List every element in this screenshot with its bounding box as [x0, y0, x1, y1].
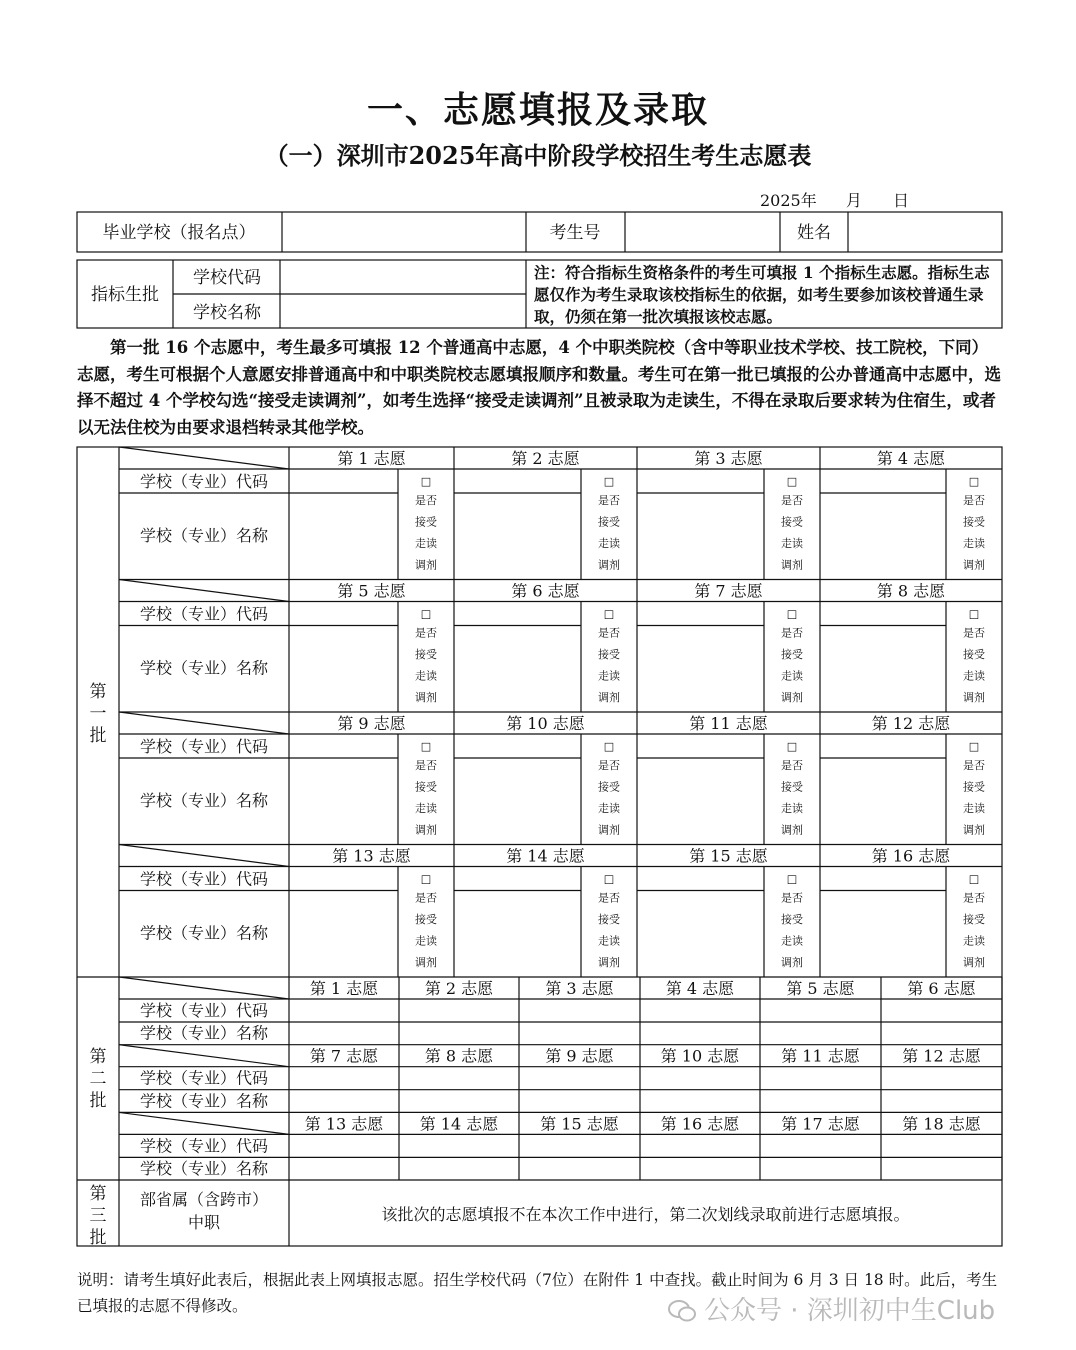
accept-text: 是否	[963, 759, 985, 772]
row-name-label: 学校（专业）名称	[139, 1023, 269, 1043]
batch3-category: 部省属（含跨市）	[139, 1190, 269, 1209]
accept-text: 走读	[781, 934, 803, 948]
accept-text: 走读	[415, 934, 437, 948]
accept-text: 是否	[781, 626, 803, 640]
accept-text: 是否	[598, 494, 620, 507]
watermark	[668, 1290, 995, 1327]
accept-text: 走读	[415, 537, 437, 550]
accept-text: 调剂	[963, 823, 985, 837]
accept-text: 走读	[963, 802, 985, 815]
accept-text: 是否	[963, 494, 985, 507]
accept-text: 走读	[963, 537, 985, 550]
wish-header: 第 15 志愿	[689, 846, 768, 866]
accept-text: 走读	[598, 802, 620, 815]
accept-text: 走读	[598, 537, 620, 550]
accept-checkbox: □	[968, 475, 980, 488]
accept-text: 是否	[598, 891, 620, 905]
row-code-label: 学校（专业）代码	[139, 472, 269, 491]
accept-text: 接受	[963, 780, 985, 794]
row-name-label: 学校（专业）名称	[139, 526, 269, 545]
wish-header: 第 12 志愿	[902, 1046, 981, 1066]
accept-text: 调剂	[963, 558, 985, 572]
accept-text: 走读	[781, 669, 803, 683]
accept-text: 是否	[598, 626, 620, 640]
row-name-label: 学校（专业）名称	[139, 1159, 269, 1179]
accept-checkbox: □	[420, 475, 432, 488]
accept-checkbox: □	[603, 872, 615, 886]
accept-checkbox: □	[786, 475, 798, 488]
date-year: 2025年	[760, 191, 817, 210]
accept-text: 接受	[415, 913, 437, 926]
wish-header: 第 12 志愿	[871, 714, 951, 733]
wish-header: 第 2 志愿	[424, 979, 494, 998]
accept-text: 调剂	[598, 956, 620, 969]
accept-text: 接受	[781, 780, 803, 794]
accept-text: 接受	[415, 648, 437, 661]
accept-checkbox: □	[603, 740, 615, 753]
accept-text: 是否	[415, 494, 437, 507]
wish-header: 第 13 志愿	[332, 846, 411, 866]
wish-header: 第 11 志愿	[689, 714, 768, 733]
batch3-label-char: 三	[89, 1206, 107, 1226]
school-label: 毕业学校（报名点）	[102, 223, 256, 243]
wish-header: 第 17 志愿	[781, 1114, 860, 1134]
accept-text: 调剂	[781, 691, 803, 704]
quota-code-label: 学校代码	[193, 268, 261, 288]
wish-header: 第 3 志愿	[545, 979, 614, 998]
row-code-label: 学校（专业）代码	[139, 604, 269, 624]
wish-header: 第 6 志愿	[511, 581, 580, 601]
accept-checkbox: □	[420, 872, 432, 886]
watermark-text: 公众号 · 深圳初中生Club	[704, 1296, 996, 1326]
exam-no-label: 考生号	[549, 223, 601, 243]
row-name-label: 学校（专业）名称	[139, 658, 269, 678]
row-code-label: 学校（专业）代码	[139, 1136, 269, 1156]
accept-text: 接受	[963, 913, 985, 926]
batch3-note: 该批次的志愿填报不在本次工作中进行，第二次划线录取前进行志愿填报。	[381, 1205, 910, 1224]
accept-text: 走读	[598, 669, 620, 683]
wish-header: 第 14 志愿	[506, 846, 585, 866]
accept-text: 调剂	[963, 956, 985, 969]
wish-header: 第 10 志愿	[660, 1046, 740, 1066]
accept-text: 是否	[415, 759, 437, 772]
accept-text: 调剂	[415, 558, 437, 572]
row-code-label: 学校（专业）代码	[139, 1001, 269, 1020]
name-label: 姓名	[797, 223, 831, 243]
accept-checkbox: □	[968, 872, 980, 886]
wish-header: 第 8 志愿	[424, 1046, 494, 1066]
accept-text: 是否	[415, 891, 437, 905]
row-name-label: 学校（专业）名称	[139, 791, 269, 810]
wish-header: 第 6 志愿	[907, 979, 976, 998]
batch1-label-char: 批	[89, 726, 107, 746]
accept-text: 走读	[415, 802, 437, 815]
accept-text: 走读	[963, 934, 985, 948]
accept-text: 调剂	[781, 823, 803, 837]
wish-header: 第 5 志愿	[337, 581, 406, 601]
wish-header: 第 11 志愿	[781, 1046, 860, 1066]
wish-header: 第 9 志愿	[337, 714, 406, 733]
wish-header: 第 14 志愿	[419, 1114, 499, 1134]
accept-text: 接受	[781, 913, 803, 926]
wish-header: 第 3 志愿	[694, 449, 763, 468]
accept-checkbox: □	[786, 740, 798, 753]
accept-text: 是否	[781, 891, 803, 905]
wish-header: 第 1 志愿	[337, 449, 406, 468]
wish-header: 第 7 志愿	[309, 1046, 379, 1066]
wish-header: 第 16 志愿	[871, 846, 951, 866]
quota-batch-label: 指标生批	[91, 285, 159, 305]
accept-text: 接受	[598, 648, 620, 661]
batch1-label-char: 一	[89, 704, 107, 724]
wish-header: 第 4 志愿	[876, 449, 946, 468]
page-title: 一、志愿填报及录取	[366, 90, 709, 131]
accept-text: 是否	[415, 626, 437, 640]
wish-header: 第 10 志愿	[506, 714, 585, 733]
accept-text: 调剂	[415, 823, 437, 837]
accept-text: 走读	[781, 802, 803, 815]
wish-header: 第 5 志愿	[786, 979, 855, 998]
wish-header: 第 18 志愿	[902, 1114, 981, 1134]
accept-checkbox: □	[603, 607, 615, 621]
accept-checkbox: □	[603, 475, 615, 488]
accept-text: 接受	[415, 515, 437, 529]
batch2-label-char: 第	[89, 1047, 107, 1067]
accept-text: 调剂	[598, 558, 620, 572]
wish-header: 第 15 志愿	[540, 1114, 619, 1134]
row-name-label: 学校（专业）名称	[139, 923, 269, 943]
accept-text: 走读	[598, 934, 620, 948]
batch3-label-char: 批	[89, 1228, 107, 1248]
accept-text: 是否	[781, 494, 803, 507]
wish-header: 第 9 志愿	[545, 1046, 614, 1066]
date-day: 日	[892, 191, 909, 210]
batch3-category: 中职	[187, 1213, 221, 1232]
accept-checkbox: □	[420, 607, 432, 621]
wish-header: 第 4 志愿	[665, 979, 735, 998]
wechat-icon	[668, 1300, 696, 1322]
accept-text: 接受	[598, 515, 620, 529]
accept-text: 接受	[598, 913, 620, 926]
accept-text: 调剂	[781, 956, 803, 969]
accept-text: 走读	[963, 669, 985, 683]
batch3-label-char: 第	[89, 1184, 107, 1204]
accept-text: 是否	[963, 626, 985, 640]
accept-text: 接受	[781, 515, 803, 529]
quota-note: 注：符合指标生资格条件的考生可填报 1 个指标生志愿。指标生志愿仅作为考生录取该校指标生的依据，如考生要参加该校普通生录取，仍须在第一批次填报该校志愿。	[534, 263, 990, 326]
batch2-label-char: 二	[89, 1069, 107, 1089]
quota-name-label: 学校名称	[193, 303, 261, 323]
page-subtitle: （一）深圳市2025年高中阶段学校招生考生志愿表	[264, 141, 812, 170]
accept-text: 接受	[415, 780, 437, 794]
accept-text: 调剂	[598, 823, 620, 837]
instruction-paragraph: 第一批 16 个志愿中，考生最多可填报 12 个普通高中志愿，4 个中职类院校（含中等职业技术学校、技工院校，下同）志愿，考生可根据个人意愿安排普通高中和中职类院校志愿填报顺序和数量。考生可在第一批已填报的公办普通高中志愿中，选择不超过 4 个学校勾选“接受走读调剂”，如考生选择“接受走读调剂”且被录取为走读生，不得在录取后要求转为住宿生，或者以无法住校为由要求退档转录其他学校。	[77, 338, 1001, 437]
accept-checkbox: □	[968, 740, 980, 753]
accept-checkbox: □	[786, 872, 798, 886]
accept-checkbox: □	[786, 607, 798, 621]
accept-text: 接受	[963, 515, 985, 529]
accept-checkbox: □	[968, 607, 980, 621]
accept-text: 调剂	[415, 691, 437, 704]
wish-header: 第 2 志愿	[511, 449, 580, 468]
accept-text: 接受	[781, 648, 803, 661]
batch1-label-char: 第	[89, 682, 107, 702]
accept-text: 调剂	[963, 691, 985, 704]
accept-text: 接受	[598, 780, 620, 794]
wish-header: 第 8 志愿	[876, 581, 946, 601]
accept-checkbox: □	[420, 740, 432, 753]
wish-header: 第 16 志愿	[660, 1114, 740, 1134]
accept-text: 调剂	[415, 956, 437, 969]
accept-text: 调剂	[781, 558, 803, 572]
row-code-label: 学校（专业）代码	[139, 869, 269, 889]
footer-note: 说明：请考生填好此表后，根据此表上网填报志愿。招生学校代码（7位）在附件 1 中查找。截止时间为 6 月 3 日 18 时。此后，考生已填报的志愿不得修改。	[77, 1271, 998, 1315]
row-code-label: 学校（专业）代码	[139, 1068, 269, 1088]
accept-text: 走读	[415, 669, 437, 683]
wish-header: 第 7 志愿	[694, 581, 763, 601]
accept-text: 是否	[598, 759, 620, 772]
accept-text: 接受	[963, 648, 985, 661]
accept-text: 走读	[781, 537, 803, 550]
wish-header: 第 1 志愿	[309, 979, 379, 998]
accept-text: 是否	[963, 891, 985, 905]
wish-header: 第 13 志愿	[304, 1114, 384, 1134]
row-code-label: 学校（专业）代码	[139, 737, 269, 756]
date-month: 月	[845, 191, 862, 210]
row-name-label: 学校（专业）名称	[139, 1091, 269, 1111]
accept-text: 是否	[781, 759, 803, 772]
batch2-label-char: 批	[89, 1091, 107, 1111]
accept-text: 调剂	[598, 691, 620, 704]
